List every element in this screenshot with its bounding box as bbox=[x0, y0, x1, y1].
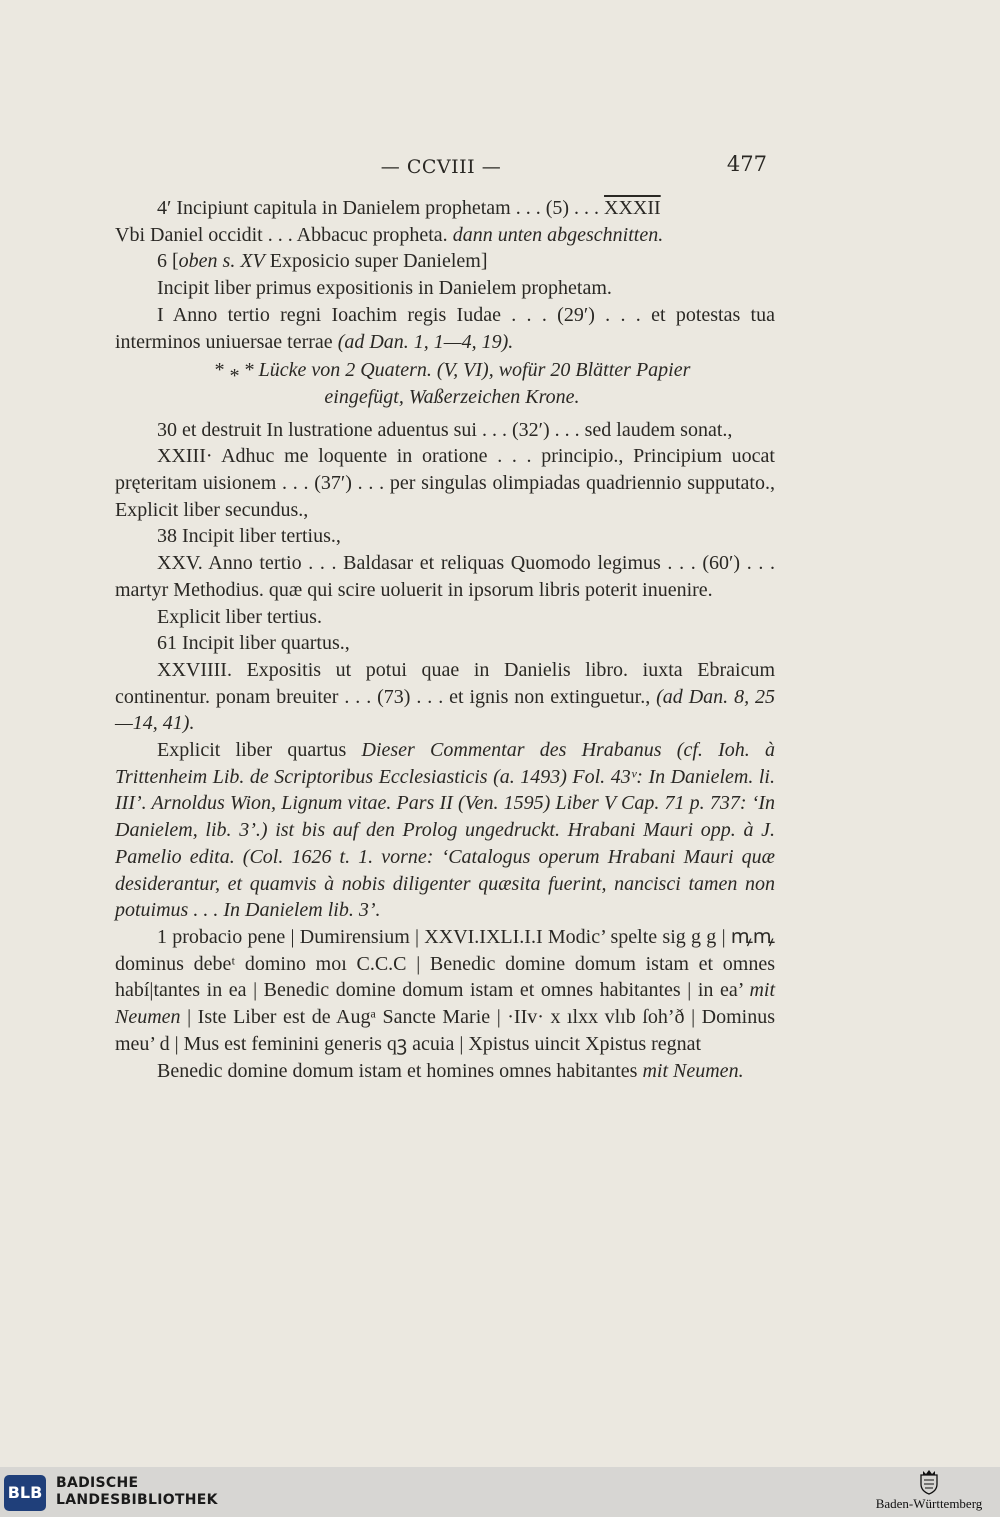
page-header bbox=[115, 152, 767, 182]
editor-note: oben s. XV bbox=[178, 250, 265, 273]
text-run: 1 probacio pene | Dumirensium | XXVI.IXLI.I.I Modic’ spelte sig g g | ꝳꝳ dominus debeᵗ domino moı C.C.C | Benedic domine domum istam et omnes habí|tantes in ea | Benedic domine domum istam et omnes habitantes | in ea’ bbox=[115, 925, 775, 1002]
paragraph bbox=[115, 302, 775, 355]
paragraph bbox=[115, 924, 775, 1058]
paragraph: XXIII· Adhuc me loquente in oratione . . . principio., Principium uocat pręteritam uisionem . . . (37′) . . . per singulas olimpiadas quadriennio supputato., Explicit liber secundus., bbox=[115, 445, 775, 521]
footer-bar bbox=[0, 1467, 1000, 1517]
paragraph: 38 Incipit liber tertius., bbox=[157, 525, 341, 548]
roman-numeral: XXXII bbox=[604, 197, 661, 219]
state-name: Baden-Württemberg bbox=[875, 1496, 983, 1511]
paragraph: Incipit liber primus expositionis in Danielem prophetam. bbox=[157, 277, 612, 300]
paragraph bbox=[115, 248, 775, 275]
lacuna-line bbox=[129, 357, 775, 388]
coat-of-arms-icon bbox=[918, 1469, 940, 1495]
paragraph bbox=[115, 195, 775, 222]
text-run: Benedic domine domum istam et homines omnes habitantes bbox=[157, 1059, 643, 1082]
paragraph bbox=[115, 657, 775, 737]
page-number: 477 bbox=[726, 152, 767, 176]
paragraph: 30 et destruit In lustratione aduentus sui . . . (32′) . . . sed laudem sonat., bbox=[157, 418, 733, 441]
text-run: I Anno tertio regni Ioachim regis Iudae . . . (29′) . . . et potestas tua interminos uniuersae terrae bbox=[115, 303, 775, 353]
editor-note: dann unten abgeschnitten. bbox=[452, 223, 664, 246]
editor-note: (ad Dan. 8, 25—14, 41). bbox=[115, 685, 776, 735]
body-text bbox=[115, 195, 775, 1084]
text-run: Lücke von 2 Quatern. (V, VI), wofür 20 Blätter Papier bbox=[258, 359, 691, 382]
paragraph bbox=[115, 222, 775, 249]
text-run: Explicit liber quartus bbox=[157, 739, 362, 762]
lacuna-note bbox=[115, 357, 775, 410]
editor-note: (ad Dan. 1, 1—4, 19). bbox=[337, 330, 514, 353]
text-run: 4′ Incipiunt capitula in Danielem prophetam . . . (5) . . . bbox=[157, 197, 605, 219]
blb-logo[interactable]: BLB bbox=[4, 1475, 46, 1511]
text-run: XXVIIII. Expositis ut potui quae in Danielis libro. iuxta Ebraicum continentur. ponam breuiter . . . (73) . . . et ignis non extinguetur., bbox=[115, 658, 775, 708]
library-name-line: BADISCHE bbox=[56, 1475, 139, 1491]
asterisk: * bbox=[213, 359, 229, 382]
library-name[interactable] bbox=[56, 1475, 218, 1509]
library-name-line: LANDESBIBLIOTHEK bbox=[56, 1492, 218, 1508]
editor-note: mit Neumen bbox=[115, 979, 775, 1029]
paragraph bbox=[115, 737, 775, 924]
paragraph bbox=[115, 1058, 775, 1085]
text-run: 6 [ bbox=[157, 250, 179, 273]
editor-note: Dieser Commentar des Hrabanus (cf. Ioh. à Trittenheim Lib. de Scriptoribus Ecclesiasticis (a. 1493) Fol. 43ᵛ: In Danielem. li. III’. Arnoldus Wion, Lignum vitae. Pars II (Ven. 1595) Liber V Cap. 71 p. 737: ‘In Danielem, lib. 3’.) ist bis auf den Prolog ungedruckt. Hrabani Mauri opp. à J. Pamelio edita. (Col. 1626 t. 1. vorne: ‘Catalogus operum Hrabani Mauri quæ desiderantur, et quamvis à nobis diligenter quæsita fuerint, nancisci tamen non potuimus . . . In Danielem lib. 3’. bbox=[115, 739, 775, 922]
text-run: | Iste Liber est de Augᵃ Sancte Marie | ·IIv· x ılxx vlıb ſoh’ð | Dominus meu’ d | Mus est feminini generis qꝫ acuia | Xpistus uincit Xpistus regnat bbox=[115, 1006, 775, 1055]
asterisk: * bbox=[243, 359, 259, 382]
state-logo[interactable] bbox=[864, 1469, 994, 1512]
section-number: — CCVIII — bbox=[380, 156, 502, 178]
lacuna-line: eingefügt, Waßerzeichen Krone. bbox=[324, 385, 580, 408]
editor-note: mit Neumen. bbox=[642, 1059, 744, 1082]
paragraph: 61 Incipit liber quartus., bbox=[157, 632, 350, 655]
text-run: Vbi Daniel occidit . . . Abbacuc propheta. bbox=[115, 223, 453, 246]
text-run: Exposicio super Danielem] bbox=[264, 250, 488, 273]
paragraph: XXV. Anno tertio . . . Baldasar et reliquas Quomodo legimus . . . (60′) . . . martyr Methodius. quæ qui scire uoluerit in ipsorum libris poterit inuenire. bbox=[115, 552, 775, 601]
paragraph: Explicit liber tertius. bbox=[157, 605, 322, 628]
asterisk: * bbox=[228, 365, 244, 388]
